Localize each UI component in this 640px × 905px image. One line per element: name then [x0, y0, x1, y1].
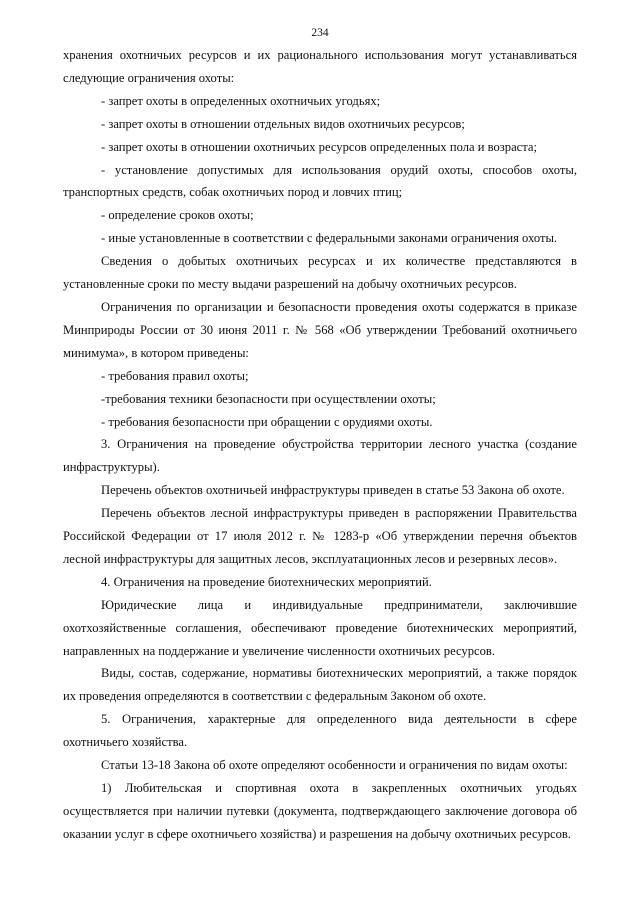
paragraph: 1) Любительская и спортивная охота в закрепленных охотничьих угодьях осуществляется при наличии путевки (документа, подтверждающего заключение договора об оказании услуг в сфере охотничьего хозяйства) и разрешения на добычу охотничьих ресурсов. — [63, 781, 577, 841]
paragraph: - установление допустимых для использования орудий охоты, способов охоты, транспортных средств, собак охотничьих пород и ловчих птиц; — [63, 162, 577, 200]
paragraph: - требования безопасности при обращении с орудиями охоты. — [101, 414, 433, 429]
paragraph: - иные установленные в соответствии с федеральными законами ограничения охоты. — [101, 231, 558, 246]
paragraph: 3. Ограничения на проведение обустройства территории лесного участка (создание инфраструктуры). — [63, 437, 577, 475]
paragraph: -требования техники безопасности при осуществлении охоты; — [101, 391, 436, 406]
paragraph: Сведения о добытых охотничьих ресурсах и их количестве представляются в установленные сроки по месту выдачи разрешений на добычу охотничьих ресурсов. — [63, 254, 577, 292]
paragraph: Ограничения по организации и безопасности проведения охоты содержатся в приказе Минприроды России от 30 июня 2011 г. № 568 «Об утверждении Требований охотничьего минимума», в котором приведены: — [63, 299, 577, 360]
paragraph: Перечень объектов лесной инфраструктуры приведен в распоряжении Правительства Российской Федерации от 17 июля 2012 г. № 1283-р «Об утверждении перечня объектов лесной инфраструктуры для защитных лесов, эксплуатационных лесов и резервных лесов». — [63, 506, 577, 566]
document-body — [63, 44, 577, 846]
paragraph: Перечень объектов охотничьей инфраструктуры приведен в статье 53 Закона об охоте. — [101, 483, 565, 498]
paragraph: Статьи 13-18 Закона об охоте определяют особенности и ограничения по видам охоты: — [101, 758, 568, 773]
paragraph: хранения охотничьих ресурсов и их рационального использования могут устанавливаться следующие ограничения охоты: — [63, 48, 577, 85]
paragraph: 5. Ограничения, характерные для определенного вида деятельности в сфере охотничьего хозяйства. — [63, 712, 577, 750]
page-number: 234 — [311, 27, 329, 39]
paragraph: - запрет охоты в отношении охотничьих ресурсов определенных пола и возраста; — [101, 139, 538, 154]
paragraph: - запрет охоты в отношении отдельных видов охотничьих ресурсов; — [101, 116, 465, 131]
paragraph: - требования правил охоты; — [101, 368, 249, 383]
paragraph: Юридические лица и индивидуальные предприниматели, заключившие охотхозяйственные соглашения, обеспечивают проведение биотехнических мероприятий, направленных на поддержание и увеличение численности охотничьих ресурсов. — [63, 597, 577, 658]
paragraph: - запрет охоты в определенных охотничьих угодьях; — [101, 93, 381, 108]
paragraph: - определение сроков охоты; — [101, 208, 254, 223]
paragraph: Виды, состав, содержание, нормативы биотехнических мероприятий, а также порядок их проведения определяются в соответствии с федеральным Законом об охоте. — [63, 666, 577, 704]
paragraph: 4. Ограничения на проведение биотехнических мероприятий. — [101, 574, 432, 589]
